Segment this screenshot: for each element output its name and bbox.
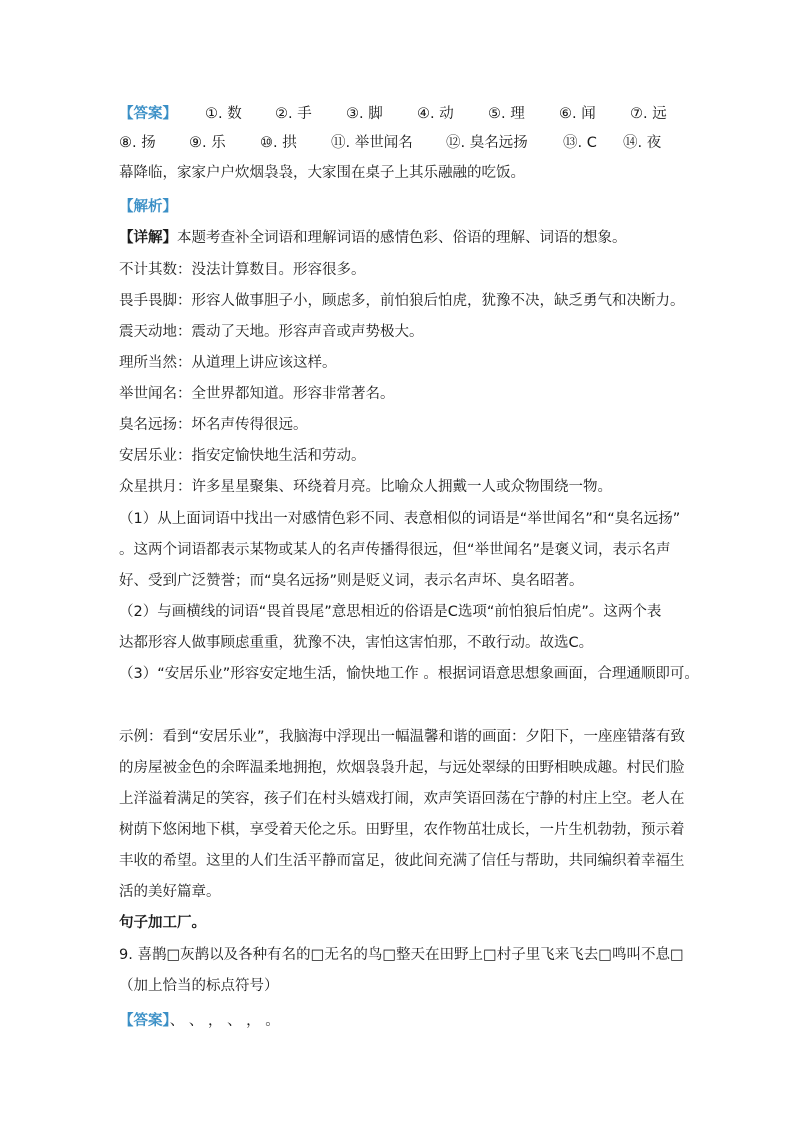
detail-text: 本题考查补全词语和理解词语的感情色彩、俗语的理解、词语的想象。 [177,230,627,246]
definition-line: 臭名远扬：坏名声传得很远。 [119,417,308,433]
definition-line: 举世闻名：全世界都知道。形容非常著名。 [119,386,395,402]
q1-line: 。这两个词语都表示某物或某人的名声传播得很远，但“举世闻名”是褒义词，表示名声 [119,542,671,558]
answer-item: ⑪. 举世闻名 [331,135,413,151]
answer-item: ②. 手 [275,106,312,122]
example-line: 活的美好篇章。 [119,884,221,900]
question-9-line: 9. 喜鹊□灰鹊以及各种有名的□无名的鸟□整天在田野上□村子里飞来飞去□鸣叫不息□ [119,947,684,963]
q3-line: （3）“安居乐业”形容安定地生活，愉快地工作 。根据词语意思想象画面，合理通顺即可。 [119,666,699,682]
answer-item: ⑩. 拱 [260,135,297,151]
analysis-tag: 【解析】 [119,199,177,215]
answer-9-text: 、 、 ， 、 ， 。 [169,1013,280,1029]
example-line: 丰收的希望。这里的人们生活平静而富足，彼此间充满了信任与帮助，共同编织着幸福生 [119,853,685,869]
detail-line [119,228,627,248]
q2-line: （2）与画横线的词语“畏首畏尾”意思相近的俗语是C选项“前怕狼后怕虎”。这两个表 [119,604,662,620]
answer-tag: 【答案】 [119,1013,170,1029]
answer-9-line [119,1011,280,1031]
section-title: 句子加工厂。 [119,915,206,931]
answer-row-3: 幕降临，家家户户炊烟袅袅，大家围在桌子上其乐融融的吃饭。 [119,165,525,181]
definition-line: 理所当然：从道理上讲应该这样。 [119,355,337,371]
answer-item: ⑨. 乐 [189,135,226,151]
example-line: 上洋溢着满足的笑容，孩子们在村头嬉戏打闹，欢声笑语回荡在宁静的村庄上空。老人在 [119,791,685,807]
answer-item: ⑤. 理 [488,106,525,122]
example-line: 示例：看到“安居乐业”，我脑海中浮现出一幅温馨和谐的画面：夕阳下，一座座错落有致 [119,729,686,745]
q1-line: 好、受到广泛赞誉；而“臭名远扬”则是贬义词，表示名声坏、臭名昭著。 [119,573,584,589]
answer-item: ⑦. 远 [630,106,667,122]
answer-item: ⑧. 扬 [119,135,156,151]
definition-line: 安居乐业：指安定愉快地生活和劳动。 [119,448,366,464]
answer-item: ④. 动 [417,106,454,122]
answer-item: ⑫. 臭名远扬 [446,135,528,151]
definition-line: 畏手畏脚：形容人做事胆子小，顾虑多，前怕狼后怕虎，犹豫不决，缺乏勇气和决断力。 [119,293,685,309]
answer-tag: 【答案】 [119,106,177,122]
definition-line: 不计其数：没法计算数目。形容很多。 [119,262,366,278]
answer-item: ⑬. C [563,135,597,151]
answer-item: ①. 数 [205,106,242,122]
q2-line: 达都形容人做事顾虑重重，犹豫不决，害怕这害怕那，不敢行动。故选C。 [119,635,594,651]
detail-tag: 【详解】 [119,230,177,246]
q1-line: （1）从上面词语中找出一对感情色彩不同、表意相似的词语是“举世闻名”和“臭名远扬” [119,511,681,527]
definition-line: 震天动地：震动了天地。形容声音或声势极大。 [119,324,424,340]
answer-item: ⑭. 夜 [623,135,662,151]
example-line: 树荫下悠闲地下棋，享受着天伦之乐。田野里，农作物茁壮成长，一片生机勃勃，预示着 [119,822,685,838]
answer-row-1 [119,104,667,124]
answer-item: ⑥. 闻 [559,106,596,122]
answer-item: ③. 脚 [346,106,383,122]
example-line: 的房屋被金色的余晖温柔地拥抱，炊烟袅袅升起，与远处翠绿的田野相映成趣。村民们脸 [119,760,685,776]
question-9-instruction: （加上恰当的标点符号） [119,978,279,994]
definition-line: 众星拱月：许多星星聚集、环绕着月亮。比喻众人拥戴一人或众物围绕一物。 [119,479,612,495]
